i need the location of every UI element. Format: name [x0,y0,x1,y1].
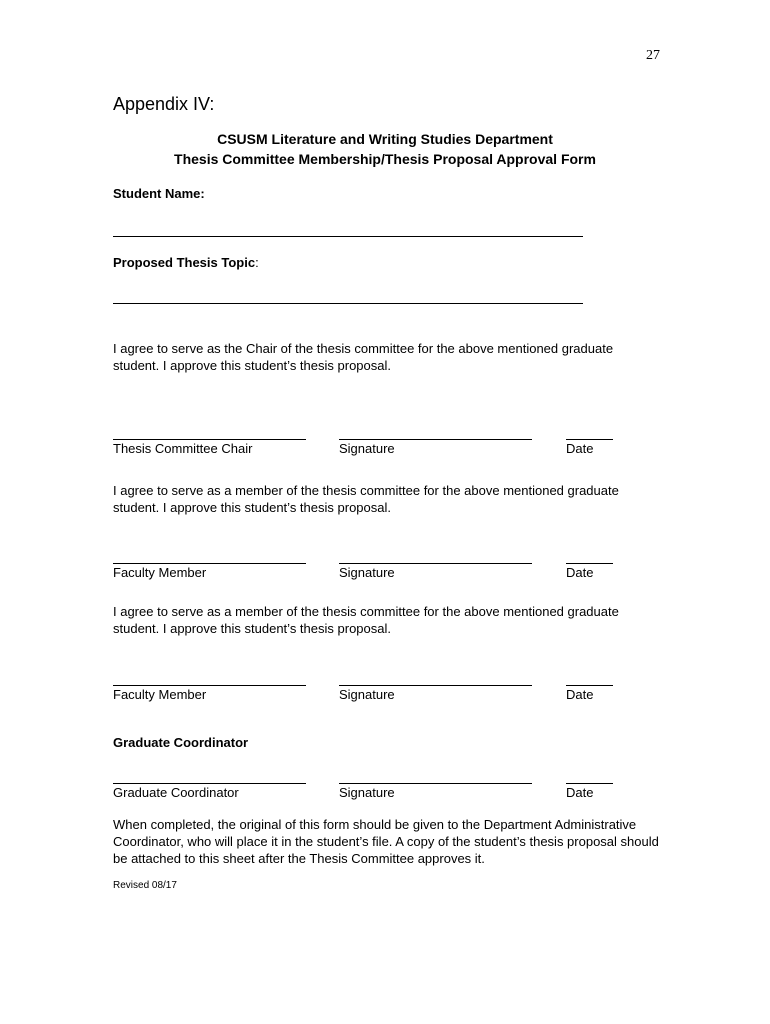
student-name-label: Student Name: [113,186,205,201]
coordinator-role-label: Graduate Coordinator [113,785,239,800]
member2-date-line[interactable] [566,685,613,686]
chair-signature-line[interactable] [339,439,532,440]
student-name-line[interactable] [113,236,583,237]
chair-role-label: Thesis Committee Chair [113,441,253,456]
form-title-line1: CSUSM Literature and Writing Studies Department [217,131,553,147]
revision-date: Revised 08/17 [113,880,177,891]
member2-signature-line[interactable] [339,685,532,686]
thesis-topic-colon: : [255,255,259,270]
chair-date-line[interactable] [566,439,613,440]
appendix-heading: Appendix IV: [113,94,215,114]
thesis-topic-label [113,255,259,270]
thesis-topic-label-text: Proposed Thesis Topic [113,255,256,270]
member2-date-label: Date [566,687,594,702]
member1-date-line[interactable] [566,563,613,564]
coordinator-signature-line[interactable] [339,783,532,784]
coordinator-signature-label: Signature [339,785,395,800]
chair-statement: I agree to serve as the Chair of the thesis committee for the above mentioned graduate student. I approve this student’s thesis proposal. [113,341,614,373]
member1-role-label: Faculty Member [113,565,207,580]
coordinator-date-label: Date [566,785,594,800]
chair-signature-label: Signature [339,441,395,456]
member2-signature-label: Signature [339,687,395,702]
thesis-topic-line[interactable] [113,303,583,304]
member2-statement: I agree to serve as a member of the thesis committee for the above mentioned graduate student. I approve this student’s thesis proposal. [113,604,619,636]
member1-signature-line[interactable] [339,563,532,564]
completion-note: When completed, the original of this form should be given to the Department Administrative Coordinator, who will place it in the student’s file. A copy of the student’s thesis proposal should be attached to this sheet after the Thesis Committee approves it. [113,817,659,866]
member1-date-label: Date [566,565,594,580]
member2-role-label: Faculty Member [113,687,207,702]
coordinator-date-line[interactable] [566,783,613,784]
page-number: 27 [646,48,660,63]
member1-statement: I agree to serve as a member of the thesis committee for the above mentioned graduate student. I approve this student’s thesis proposal. [113,483,619,515]
form-title-line2: Thesis Committee Membership/Thesis Proposal Approval Form [174,151,596,167]
member1-signature-label: Signature [339,565,395,580]
coordinator-heading: Graduate Coordinator [113,735,249,750]
coordinator-role-line[interactable] [113,783,306,784]
member2-role-line[interactable] [113,685,306,686]
chair-role-line[interactable] [113,439,306,440]
chair-date-label: Date [566,441,594,456]
member1-role-line[interactable] [113,563,306,564]
